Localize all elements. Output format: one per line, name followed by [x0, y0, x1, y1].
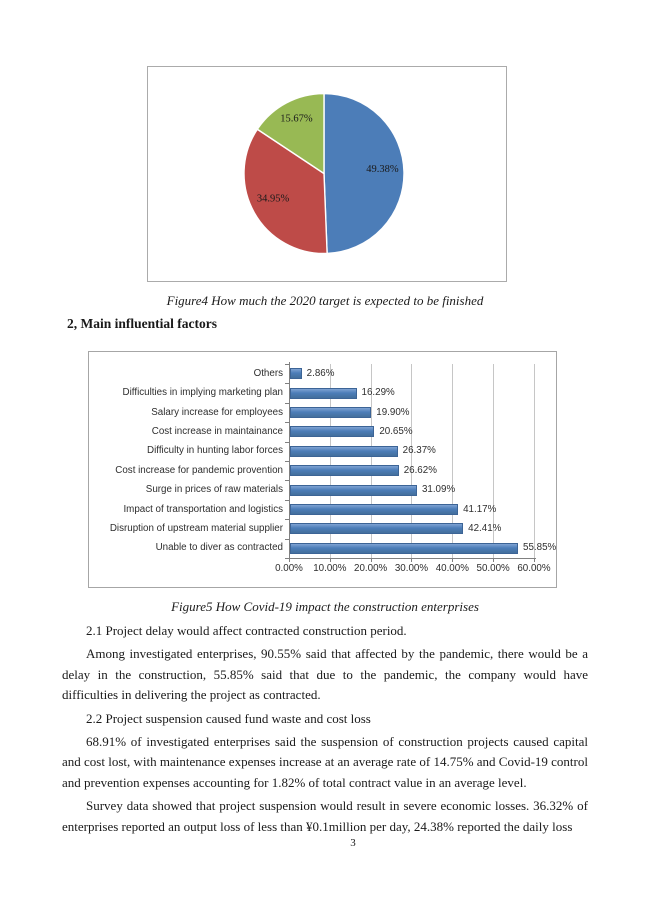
bar-value-label: 2.86%: [306, 367, 335, 379]
y-axis-tick: [285, 461, 289, 462]
bar: [290, 504, 458, 515]
y-axis-tick: [285, 558, 289, 559]
bar-value-label: 41.17%: [463, 503, 497, 515]
bar: [290, 446, 398, 457]
category-label: Others: [253, 367, 283, 379]
x-axis-tick-label: 30.00%: [394, 563, 429, 574]
bar-value-label: 26.37%: [402, 445, 436, 457]
y-axis-tick: [285, 519, 289, 520]
bar: [290, 368, 302, 379]
paragraph-survey: Survey data showed that project suspension would result in severe economic losses. 36.32% of enterprises reported an output loss of less than ¥0.1million per day, 24.38% reported the daily loss: [62, 798, 588, 834]
bar-value-label: 55.85%: [523, 542, 557, 554]
pie-chart: [148, 67, 506, 281]
page-number: 3: [350, 837, 356, 849]
bar: [290, 523, 463, 534]
x-axis-tick-label: 0.00%: [275, 563, 303, 574]
y-axis-tick: [285, 500, 289, 501]
bar: [290, 388, 357, 399]
x-axis-tick-label: 60.00%: [517, 563, 551, 574]
paragraph-2-2: 2.2 Project suspension caused fund waste and cost loss: [86, 710, 371, 726]
y-axis-tick: [285, 539, 289, 540]
bar: [290, 426, 374, 437]
paragraph-2-1: 2.1 Project delay would affect contracted construction period.: [86, 623, 407, 638]
y-axis-tick: [285, 403, 289, 404]
category-label: Surge in prices of raw materials: [145, 484, 283, 496]
x-axis-tick-label: 20.00%: [354, 563, 388, 574]
gridline: [534, 364, 535, 558]
x-axis-tick-label: 10.00%: [313, 563, 347, 574]
y-axis-tick: [285, 422, 289, 423]
bar-value-label: 42.41%: [468, 522, 502, 534]
x-axis-tick-label: 50.00%: [476, 563, 510, 574]
category-label: Difficulty in hunting labor forces: [147, 445, 283, 457]
bar: [290, 407, 371, 418]
bar-value-label: 20.65%: [379, 425, 413, 437]
category-label: Cost increase for pandemic provention: [115, 464, 283, 476]
body-text: [62, 621, 588, 840]
category-label: Unable to diver as contracted: [155, 542, 283, 554]
category-label: Salary increase for employees: [151, 406, 283, 418]
bar-value-label: 31.09%: [421, 484, 456, 496]
category-label: Difficulties in implying marketing plan: [122, 387, 283, 399]
paragraph-delay: Among investigated enterprises, 90.55% said that affected by the pandemic, there would be a delay in the construction, 55.85% said that due to the pandemic, the company would have difficulties in delivering the project as contracted.: [62, 646, 588, 703]
figure4-caption: Figure4 How much the 2020 target is expected to be finished: [166, 293, 484, 308]
bar-chart: [89, 352, 556, 587]
pie-slice-label: 15.67%: [280, 113, 313, 125]
paragraph-cost: 68.91% of investigated enterprises said the suspension of construction projects caused capital and cost lost, with maintenance expenses increase at an average rate of 14.75% and Covid-19 control and prevention expenses accounting for 1.82% of total contract value in an average level.: [62, 734, 588, 790]
figure5-chart-frame: [88, 351, 557, 588]
x-axis-tick-label: 40.00%: [435, 563, 469, 574]
bar: [290, 465, 399, 476]
x-axis-line: [289, 558, 536, 559]
y-axis-tick: [285, 480, 289, 481]
bar: [290, 543, 518, 554]
bar-value-label: 16.29%: [361, 387, 395, 399]
figure5-caption: Figure5 How Covid-19 impact the construction enterprises: [171, 599, 479, 614]
bar-value-label: 19.90%: [376, 406, 410, 418]
category-label: Disruption of upstream material supplier: [109, 522, 283, 534]
y-axis-tick: [285, 442, 289, 443]
category-label: Impact of transportation and logistics: [123, 503, 283, 515]
pie-slice-label: 34.95%: [256, 193, 290, 205]
category-label: Cost increase in maintainance: [151, 425, 283, 437]
pie-slice-label: 49.38%: [366, 163, 399, 175]
section-heading: 2, Main influential factors: [67, 316, 217, 331]
y-axis-tick: [285, 383, 289, 384]
bar: [290, 485, 417, 496]
y-axis-tick: [285, 364, 289, 365]
bar-value-label: 26.62%: [403, 464, 437, 476]
figure4-chart-frame: [147, 66, 507, 282]
